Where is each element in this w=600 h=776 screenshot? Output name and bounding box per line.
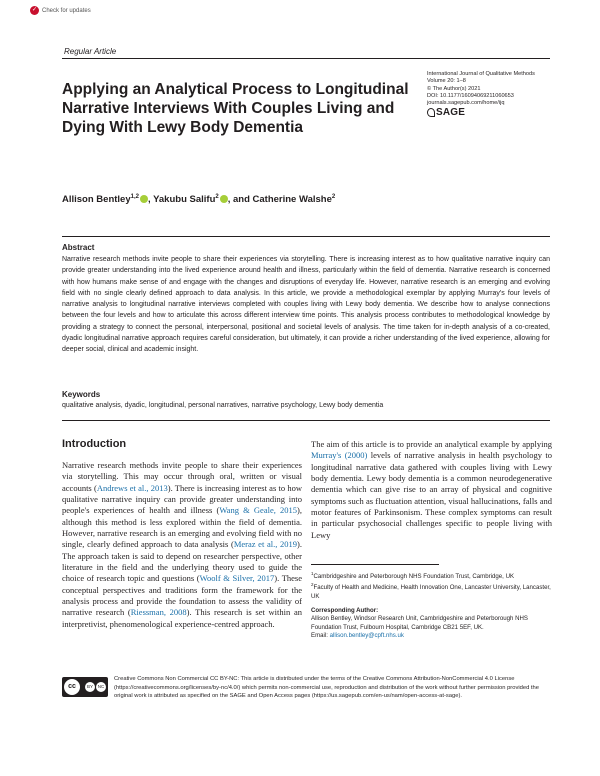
affiliation-2 — [311, 581, 552, 601]
affiliation-1 — [311, 570, 552, 581]
citation-link[interactable]: Meraz et al., 2019 — [233, 539, 298, 550]
author-list: Allison Bentley$^{1,2}$ , Yakubu Salifu$^2$ , and Catherine Walshe$^2$ — [62, 194, 336, 206]
orcid-icon[interactable] — [140, 195, 148, 203]
citation-link[interactable]: Woolf & Silver, 2017 — [199, 573, 275, 584]
introduction-heading: Introduction — [62, 438, 127, 450]
body-text: Narrative research methods invite people to share their experiences via storytelling. This may occur through oral, written or visual accounts ( — [62, 460, 302, 493]
by-icon: BY — [85, 682, 95, 692]
author-name: and Catherine Walshe — [233, 194, 332, 206]
abstract-heading: Abstract — [62, 243, 95, 252]
introduction-left-column — [62, 460, 302, 630]
body-text: ). These conceptual perspectives and traditions form the framework for the analysis process and provide the foundation to assess the validity of narrative research ( — [62, 573, 303, 618]
body-text: ). There is increasing interest as to how qualitative narrative inquiry can provide greater understanding into people's experiences of health and illness ( — [62, 482, 302, 516]
body-text: The aim of this article is to provide an analytical example by applying — [311, 439, 552, 449]
affiliations-rule — [311, 564, 439, 565]
sage-logo-mark-icon — [427, 108, 435, 117]
sage-logo-text: SAGE — [436, 107, 466, 119]
affiliation-sup: 1 — [311, 571, 314, 576]
abstract-rule — [62, 236, 550, 237]
sage-logo — [427, 108, 557, 117]
citation-link[interactable]: Riessman, 2008 — [130, 607, 187, 618]
check-for-updates-badge[interactable] — [30, 6, 91, 15]
journal-doi[interactable]: DOI: 10.1177/16094069211060653 — [427, 92, 514, 99]
keywords-rule — [62, 420, 550, 421]
article-type: Regular Article — [64, 47, 117, 56]
license-body: ). — [458, 693, 463, 700]
body-text: levels of narrative analysis in health psychology to longitudinal narrative data gathered with couples living with Lewy body dementia. Lewy body dementia is a common neurodegenerative dementia which can give rise to an array of physical and cognitive symptoms such as fluctuation attention, visual hallucinations, falls and motor features of Parkinsonism. These complex symptoms can result in particular psychosocial challenges specific to people living with Lewy — [311, 450, 552, 540]
author-affiliation-sup: 2 — [215, 194, 219, 200]
introduction-right-column — [311, 439, 552, 541]
header-rule — [62, 58, 550, 59]
cc-terms — [85, 682, 106, 692]
body-text: ). The approach taken is said to depend on researcher perspective, other literature in the field and the underlying theory used to guide the choice of research topic and questions ( — [62, 539, 302, 584]
keywords-text: qualitative analysis, dyadic, longitudinal, personal narratives, narrative psychology, Lewy body dementia — [62, 402, 384, 409]
journal-copyright: © The Author(s) 2021 — [427, 85, 481, 92]
body-text: ). This research is set within an interpretivist, phenomenological experience-centred approach. — [62, 607, 302, 629]
corresponding-author-text: Allison Bentley, Windsor Research Unit, Cambridgeshire and Peterborough NHS Foundation Trust, Fulbourn Hospital, Cambridge CB21 5EF, UK. — [311, 615, 528, 631]
email-link[interactable]: allison.bentley@cpft.nhs.uk — [329, 631, 404, 639]
author-name: Allison Bentley — [62, 194, 131, 206]
journal-meta — [427, 71, 557, 117]
citation-link[interactable]: Andrews et al., 2013 — [96, 482, 168, 493]
affiliation-text: Cambridgeshire and Peterborough NHS Foundation Trust, Cambridge, UK — [313, 573, 515, 581]
orcid-icon[interactable] — [220, 195, 228, 203]
journal-url[interactable]: journals.sagepub.com/home/ijq — [427, 100, 505, 107]
cc-by-nc-badge[interactable] — [62, 677, 108, 697]
corresponding-author-label: Corresponding Author: — [311, 606, 379, 614]
cc-icon: cc — [64, 679, 80, 695]
author-affiliation-sup: 1,2 — [130, 194, 139, 200]
check-updates-icon: ✓ — [31, 7, 38, 13]
nc-icon: NC — [96, 682, 106, 692]
article-title: Applying an Analytical Process to Longitudinal Narrative Interviews With Couples Living and Dying With Lewy Body Dementia — [62, 81, 409, 136]
affiliation-text: Faculty of Health and Medicine, Health Innovation One, Lancaster University, Lancaster, UK — [311, 584, 551, 600]
corresponding-email — [311, 632, 552, 640]
body-text: ), although this method is less explored within the field of dementia. However, narrative research is an emerging and evolving field with no single, clearly defined approach to data analysis ( — [62, 505, 302, 550]
affiliations-block — [311, 570, 552, 640]
license-link[interactable]: https://creativecommons.org/licenses/by-nc/4.0/ — [115, 684, 239, 691]
check-updates-label: Check for updates — [42, 7, 91, 14]
license-body: ) which permits non-commercial use, reproduction and distribution of the work without further permission provided the original work is attributed as specified on the SAGE and Open Access pages ( — [114, 684, 539, 700]
keywords-heading: Keywords — [62, 390, 101, 399]
open-access-link[interactable]: https://us.sagepub.com/en-us/nam/open-access-at-sage — [313, 693, 459, 700]
author-name: Yakubu Salifu — [153, 194, 216, 206]
license-body: Creative Commons Non Commercial CC BY-NC: This article is distributed under the terms of the Creative Commons Attribution-NonCommercial 4.0 License ( — [114, 676, 515, 691]
abstract-text: Narrative research methods invite people to share their experiences via storytelling. There is increasing interest as to how qualitative narrative inquiry can provide greater understanding into the lived experience around health and illness, particularly within the field of dementia. Narrative research is concerned with how humans make sense of and engage with the changes and disruptions of everyday life. However, narrative research is an emerging and evolving field with no single clearly defined approach to data analysis. In this article, we provide a methodological exemplar by applying Murray's four levels of narrative analysis to longitudinal narrative interviews completed with couples living with Lewy body dementia. We describe how to analyse connections between the four levels and how to articulate this across different interview time points. This analysis process contributes to methodological knowledge by providing a strategy to connect the personal, interpersonal, positional and societal levels of analysis. The time taken for in-depth analysis of a co-created, dyadic longitudinal narrative approach requires careful consideration, but ultimately, it can provide a richer understanding of the lived experience, allowing for deeper social, clinical and academic insight. — [62, 256, 550, 354]
email-label: Email: — [311, 631, 328, 639]
journal-name: International Journal of Qualitative Methods — [427, 71, 535, 77]
citation-link[interactable]: Murray's (2000) — [311, 450, 368, 461]
author-affiliation-sup: 2 — [331, 194, 336, 200]
affiliation-sup: 2 — [311, 582, 314, 588]
license-text — [114, 675, 551, 701]
citation-link[interactable]: Wang & Geale, 2015 — [219, 505, 298, 516]
journal-volume: Volume 20: 1–8 — [427, 78, 466, 85]
